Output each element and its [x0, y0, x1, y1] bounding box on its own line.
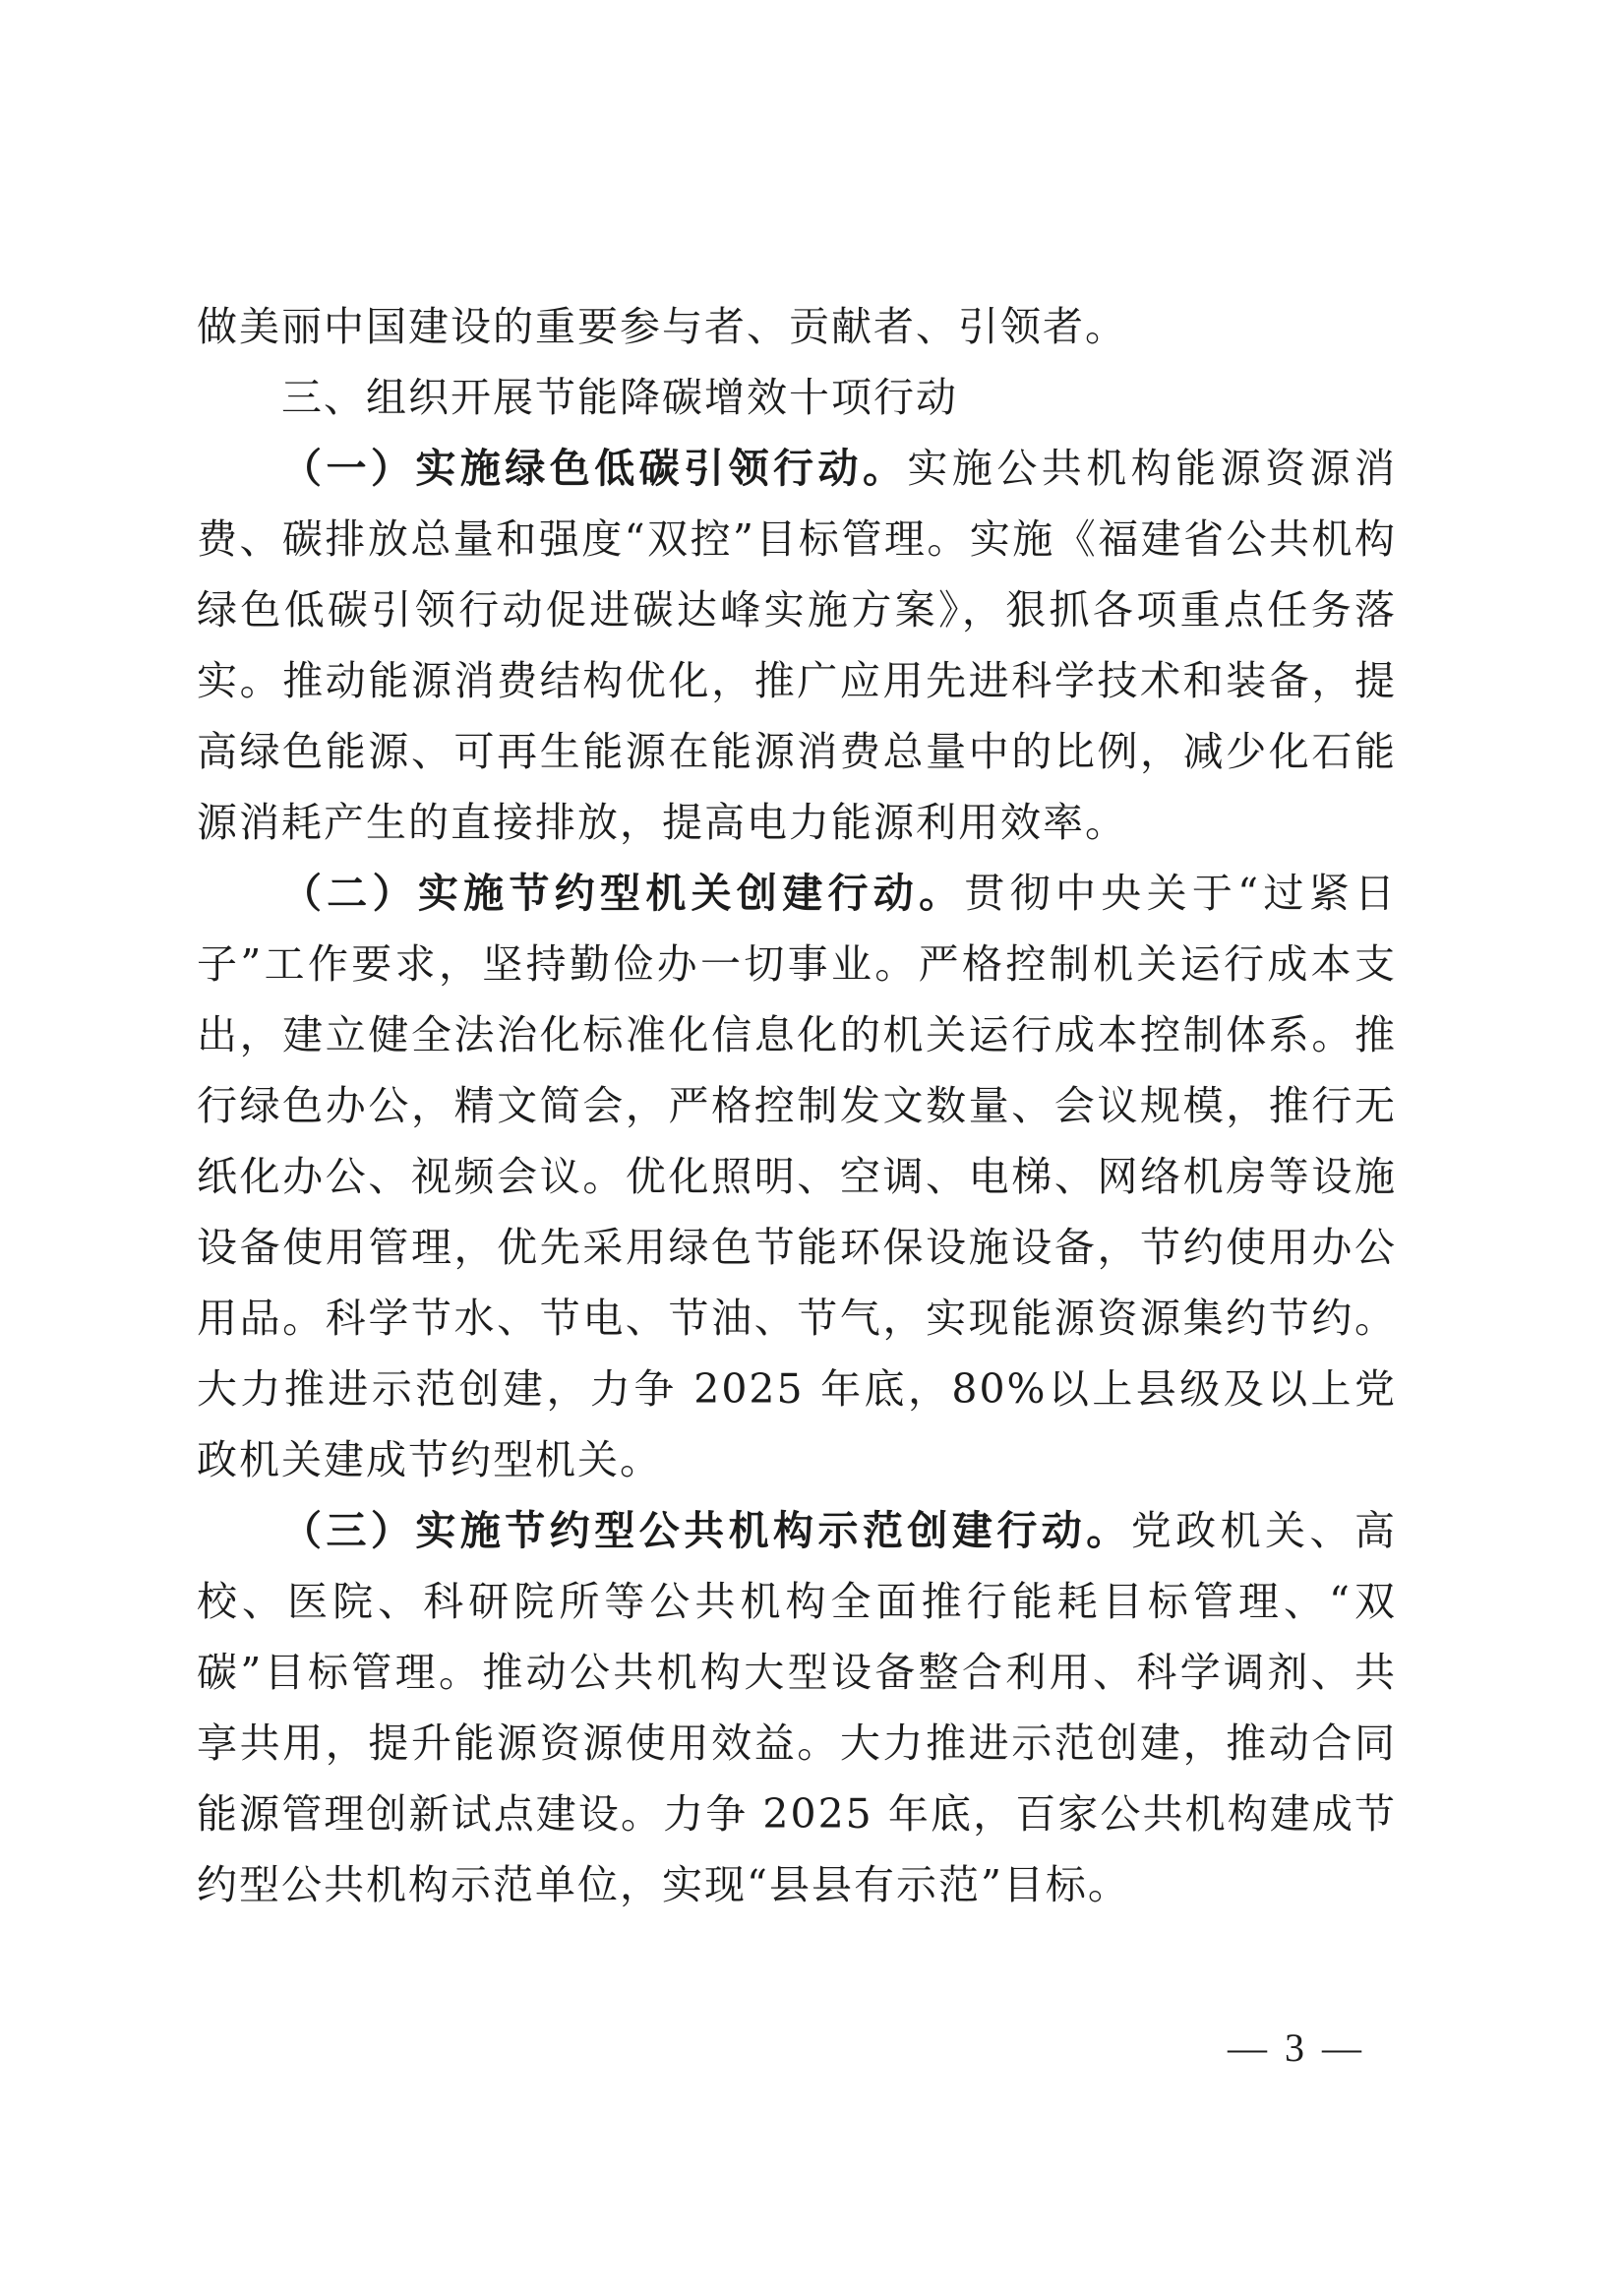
document-body	[197, 291, 1397, 1920]
paragraph-continuation	[197, 291, 1397, 362]
paragraph-lead: （一）实施绿色低碳引领行动。	[281, 445, 908, 492]
section-heading: 三、组织开展节能降碳增效十项行动	[281, 374, 958, 421]
paragraph-frugal-office	[197, 858, 1397, 1495]
paragraph-text: 实施公共机构能源资源消费、碳排放总量和强度“双控”目标管理。实施《福建省公共机构绿色低碳引领行动促进碳达峰实施方案》，狠抓各项重点任务落实。推动能源消费结构优化，推广应用先进科学技术和装备，提高绿色能源、可再生能源在能源消费总量中的比例，减少化石能源消耗产生的直接排放，提高电力能源利用效率。	[197, 445, 1398, 846]
paragraph-lead: （二）实施节约型机关创建行动。	[281, 870, 965, 917]
page-number: — 3 —	[1228, 2025, 1365, 2070]
paragraph-text: 贯彻中央关于“过紧日子”工作要求，坚持勤俭办一切事业。严格控制机关运行成本支出，建立健全法治化标准化信息化的机关运行成本控制体系。推行绿色办公，精文简会，严格控制发文数量、会议规模，推行无纸化办公、视频会议。优化照明、空调、电梯、网络机房等设施设备使用管理，优先采用绿色节能环保设施设备，节约使用办公用品。科学节水、节电、节油、节气，实现能源资源集约节约。大力推进示范创建，力争 2025 年底，80%以上县级及以上党政机关建成节约型机关。	[197, 870, 1398, 1483]
paragraph-demonstration	[197, 1495, 1397, 1920]
paragraph-green-low-carbon	[197, 433, 1397, 858]
paragraph-text: 做美丽中国建设的重要参与者、贡献者、引领者。	[197, 303, 1127, 350]
paragraph-lead: （三）实施节约型公共机构示范创建行动。	[281, 1507, 1131, 1554]
paragraph-text: 党政机关、高校、医院、科研院所等公共机构全面推行能耗目标管理、“双碳”目标管理。推动公共机构大型设备整合利用、科学调剂、共享共用，提升能源资源使用效益。大力推进示范创建，推动合同能源管理创新试点建设。力争 2025 年底，百家公共机构建成节约型公共机构示范单位，实现“县县有示范”目标。	[197, 1507, 1398, 1908]
